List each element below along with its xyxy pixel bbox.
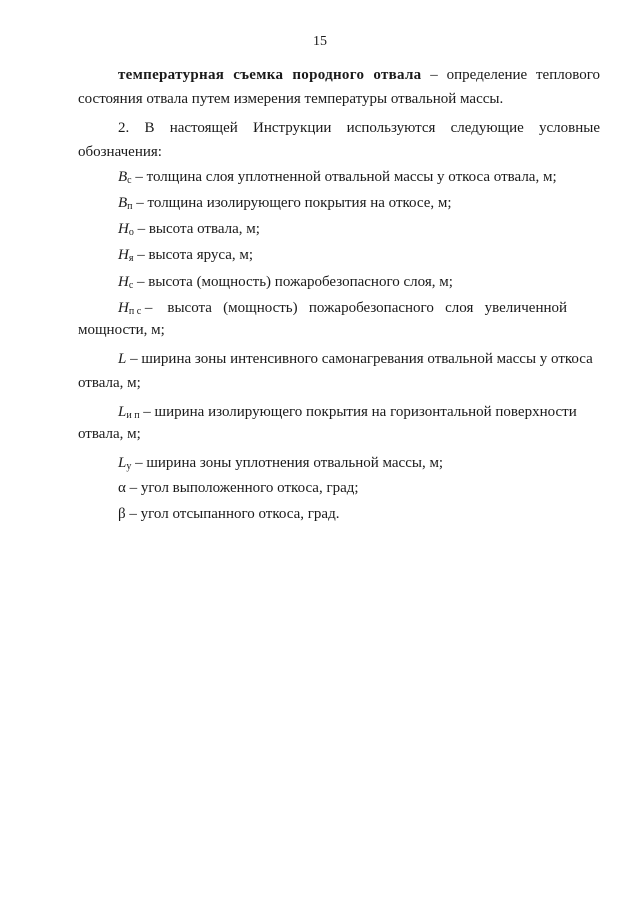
symbol-subscript: с [127, 175, 132, 186]
symbol: α [118, 480, 126, 496]
symbol: H [118, 274, 129, 290]
symbol-item-ho [118, 217, 600, 245]
definition-term: температурная съемка породного отвала [118, 67, 422, 83]
symbol-item-bp [118, 191, 600, 219]
definition-line-1 [118, 63, 600, 87]
symbol-item-beta [118, 502, 600, 526]
definition-dash: – [421, 67, 447, 83]
symbol-subscript: я [128, 253, 134, 264]
symbol-subscript: о [128, 227, 134, 238]
symbol-description: – ширина зоны уплотнения отвальной массы, м; [131, 455, 444, 471]
symbol: H [118, 300, 129, 316]
symbol-item-alpha [118, 476, 600, 500]
symbol-description: – ширина изолирующего покрытия на горизонтальной поверхности [139, 404, 577, 420]
symbol-subscript: с [128, 280, 134, 291]
symbol: B [118, 169, 128, 185]
symbol-description: – высота (мощность) пожаробезопасного слоя, м; [133, 274, 453, 290]
section2-number: 2. В [118, 120, 155, 136]
symbol-description: – высота яруса, м; [133, 247, 254, 263]
symbol-item-hya [118, 243, 600, 271]
symbol: L [118, 404, 127, 420]
symbol-description: – высота (мощность) пожаробезопасного слоя увеличенной [144, 300, 568, 316]
definition-line-2: состояния отвала путем измерения температуры отвальной массы. [78, 91, 504, 107]
symbol: H [118, 247, 129, 263]
symbol-item-hpc-line-2: мощности, м; [78, 322, 165, 338]
definition-text-1: определение теплового [446, 67, 600, 83]
symbol-item-ly [118, 451, 600, 479]
section2-line-2: обозначения: [78, 144, 162, 160]
symbol: H [118, 221, 129, 237]
symbol-description: – толщина изолирующего покрытия на откосе, м; [132, 195, 452, 211]
symbol: β [118, 506, 126, 522]
symbol-subscript: и п [126, 410, 140, 421]
page-number: 15 [313, 34, 327, 49]
symbol-description: – угол отсыпанного откоса, град. [125, 506, 340, 522]
section2-text: настоящей Инструкции используются следующие условные [169, 120, 601, 136]
section2-line-1 [118, 116, 600, 140]
symbol: L [118, 351, 127, 367]
symbol: L [118, 455, 127, 471]
symbol-subscript: у [126, 461, 132, 472]
symbol-description: – ширина зоны интенсивного самонагревания отвальной массы у откоса [126, 351, 593, 367]
symbol-item-l-line-1 [118, 347, 600, 371]
symbol-description: – угол выположенного откоса, град; [125, 480, 359, 496]
symbol-item-bc [118, 165, 600, 193]
symbol-description: – высота отвала, м; [133, 221, 260, 237]
symbol-item-lip-line-2: отвала, м; [78, 426, 141, 442]
symbol-subscript: п с [128, 306, 142, 317]
symbol-item-l-line-2: отвала, м; [78, 375, 141, 391]
symbol: B [118, 195, 128, 211]
symbol-item-hc [118, 270, 600, 298]
symbol-description: – толщина слоя уплотненной отвальной массы у откоса отвала, м; [131, 169, 557, 185]
symbol-subscript: п [127, 201, 133, 212]
